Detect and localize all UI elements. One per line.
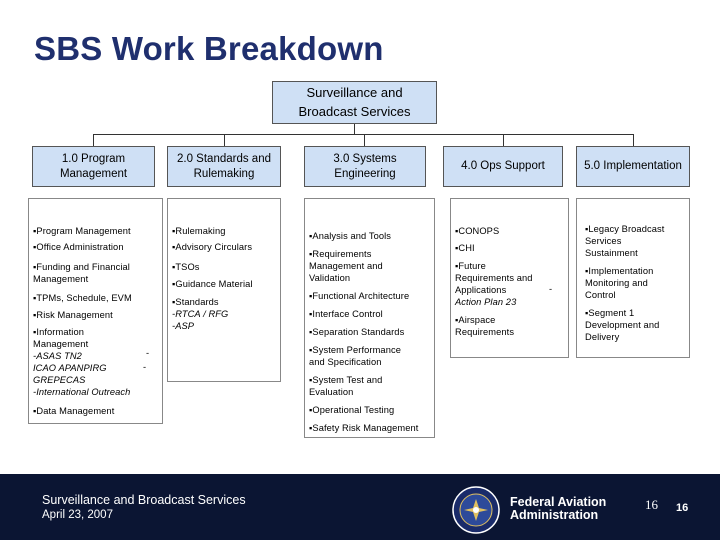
header-line1: 2.0 Standards and (177, 153, 271, 166)
connector-horizontal (93, 134, 633, 135)
col1-information-2: Management (33, 339, 89, 349)
header-implementation (576, 146, 690, 187)
col4-airspace-2: Requirements (455, 327, 515, 337)
col3-requirements: ▪Requirements (309, 249, 372, 259)
footer-faa-name (510, 496, 606, 522)
col1-tpms-schedule: ▪TPMs, Schedule, EVM (33, 293, 132, 303)
col3-system-performance-2: and Specification (309, 357, 382, 367)
col1-grepecas: GREPECAS (33, 375, 86, 385)
col3-system-test-2: Evaluation (309, 387, 354, 397)
connector-col2 (224, 134, 225, 146)
col2-asp: -ASP (172, 321, 195, 331)
header-line2: Rulemaking (193, 167, 255, 180)
col1-funding-financial: ▪Funding and Financial (33, 262, 130, 272)
connector-col5 (633, 134, 634, 146)
col5-legacy-3: Sustainment (585, 248, 638, 258)
header-program-management (32, 146, 155, 187)
col5-implementation-3: Control (585, 290, 616, 300)
footer-organization: Surveillance and Broadcast Services (42, 493, 246, 507)
col1-dash-2: - (143, 362, 147, 372)
col3-functional-architecture: ▪Functional Architecture (309, 291, 410, 301)
col1-information: ▪Information (33, 327, 85, 337)
col1-office-administration: ▪Office Administration (33, 242, 124, 252)
col5-segment-3: Delivery (585, 332, 620, 342)
col1-data-management: ▪Data Management (33, 406, 115, 416)
col5-implementation-2: Monitoring and (585, 278, 648, 288)
connector-root-down (354, 124, 355, 134)
connector-col4 (503, 134, 504, 146)
col2-rulemaking: ▪Rulemaking (172, 226, 226, 236)
col5-segment: ▪Segment 1 (585, 308, 635, 318)
col5-implementation: ▪Implementation (585, 266, 654, 276)
root-node-box (272, 81, 437, 124)
col4-action-plan: Action Plan 23 (455, 297, 517, 307)
page-title: SBS Work Breakdown (34, 30, 384, 67)
col2-standards: ▪Standards (172, 297, 219, 307)
col4-future-2: Requirements and (455, 273, 533, 283)
col3-requirements-2: Management and (309, 261, 383, 271)
header-line1: 1.0 Program (61, 153, 126, 166)
faa-seal-icon (452, 486, 500, 534)
col1-asas: -ASAS TN2 (33, 351, 82, 361)
col1-program-management: ▪Program Management (33, 226, 131, 236)
col1-dash-1: - (146, 348, 150, 358)
col3-operational-testing: ▪Operational Testing (309, 405, 395, 415)
col4-future: ▪Future (455, 261, 486, 271)
col4-airspace: ▪Airspace (455, 315, 496, 325)
footer-slide-number: 16 (676, 502, 689, 514)
footer-page-number: 16 (645, 497, 658, 512)
col3-system-performance: ▪System Performance (309, 345, 401, 355)
connector-col3 (364, 134, 365, 146)
col2-rtca: -RTCA / RFG (172, 309, 229, 319)
footer-faa-line2: Administration (510, 508, 599, 522)
col1-icao: ICAO APANPIRG (33, 363, 107, 373)
root-node-line2: Broadcast Services (298, 103, 411, 119)
col5-legacy: ▪Legacy Broadcast (585, 224, 665, 234)
header-line1: 4.0 Ops Support (461, 160, 545, 173)
footer-bar (0, 474, 720, 540)
header-line1: 3.0 Systems (333, 153, 397, 166)
col3-system-test: ▪System Test and (309, 375, 383, 385)
col4-conops: ▪CONOPS (455, 226, 500, 236)
col1-outreach: -International Outreach (33, 387, 131, 397)
col2-guidance-material: ▪Guidance Material (172, 279, 253, 289)
col4-future-3: Applications (455, 285, 507, 295)
col5-legacy-2: Services (585, 236, 622, 246)
footer-date: April 23, 2007 (42, 509, 113, 521)
col3-requirements-3: Validation (309, 273, 351, 283)
col1-funding-financial-2: Management (33, 274, 89, 284)
col5-segment-2: Development and (585, 320, 660, 330)
col3-separation-standards: ▪Separation Standards (309, 327, 405, 337)
header-standards-rulemaking (167, 146, 281, 187)
col3-analysis-tools: ▪Analysis and Tools (309, 231, 392, 241)
col2-advisory-circulars: ▪Advisory Circulars (172, 242, 253, 252)
col2-tsos: ▪TSOs (172, 262, 200, 272)
header-line1: 5.0 Implementation (584, 160, 682, 173)
header-line2: Engineering (334, 167, 396, 180)
connector-col1 (93, 134, 94, 146)
col4-chi: ▪CHI (455, 243, 475, 253)
footer-faa-line1: Federal Aviation (510, 495, 607, 509)
col1-risk-management: ▪Risk Management (33, 310, 113, 320)
header-line2: Management (59, 167, 128, 180)
header-ops-support (443, 146, 563, 187)
col3-interface-control: ▪Interface Control (309, 309, 383, 319)
header-systems-engineering (304, 146, 426, 187)
root-node-line1: Surveillance and (306, 85, 403, 101)
col3-safety-risk-management: ▪Safety Risk Management (309, 423, 419, 433)
col4-dash: - (549, 284, 553, 294)
